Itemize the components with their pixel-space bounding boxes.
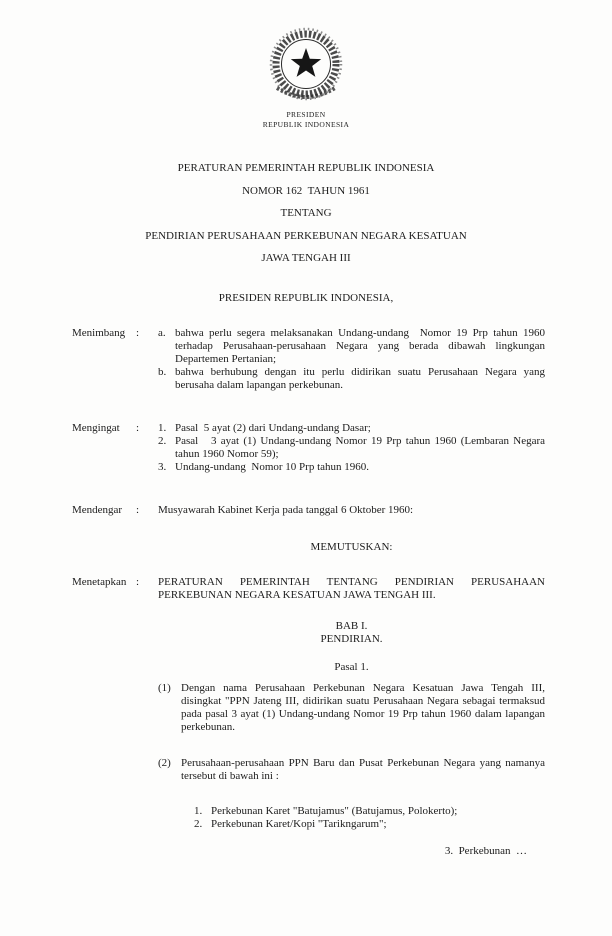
list-item [158, 461, 545, 474]
list-marker: 1. [158, 421, 167, 434]
letterhead-republik-indonesia: REPUBLIK INDONESIA [262, 119, 350, 129]
bab-heading: BAB I. [335, 619, 368, 632]
estate-list [194, 805, 545, 831]
section-menimbang [0, 327, 612, 392]
list-text: bahwa berhubung dengan itu perlu didirikan suatu Perusahaan Negara yang berusaha dalam lapangan perkebunan. [175, 365, 548, 391]
presidential-star-wreath-emblem [261, 26, 351, 108]
list-text: Undang-undang Nomor 10 Prp tahun 1960. [175, 460, 370, 473]
title-block [0, 157, 612, 270]
list-item [158, 422, 545, 435]
colon-separator: : [136, 421, 140, 434]
list-item [158, 434, 548, 461]
colon-separator: : [136, 575, 140, 588]
list-item [194, 805, 545, 818]
bab-title: PENDIRIAN. [320, 632, 383, 645]
tentang-label: TENTANG [280, 207, 332, 219]
list-text: bahwa perlu segera melaksanakan Undang-undang Nomor 19 Prp tahun 1960 terhadap Perusahaan-perusahaan Negara yang berada dibawah lingkungan Departemen Pertanian; [175, 326, 548, 365]
mengingat-content [158, 421, 548, 474]
paragraph-text: Perusahaan-perusahaan PPN Baru dan Pusat Perkebunan Negara yang namanya tersebut di bawah ini : [181, 756, 548, 782]
list-text: Perkebunan Karet/Kopi "Tarikngarum"; [211, 817, 387, 830]
paragraph-marker: (1) [158, 681, 171, 694]
memutuskan-heading: MEMUTUSKAN: [310, 540, 393, 553]
list-marker: 1. [194, 804, 203, 817]
list-marker: 2. [158, 434, 167, 447]
colon-separator: : [136, 326, 140, 339]
menetapkan-text: PERATURAN PEMERINTAH TENTANG PENDIRIAN PERUSAHAAN PERKEBUNAN NEGARA KESATUAN JAWA TENGAH III. [158, 575, 548, 601]
paragraph-marker: (2) [158, 756, 171, 769]
list-marker: b. [158, 365, 167, 378]
pasal-heading: Pasal 1. [334, 660, 369, 673]
section-mengingat [0, 422, 612, 474]
continuation-catchword: 3. Perkebunan … [444, 844, 527, 857]
regulation-number: NOMOR 162 TAHUN 1961 [242, 184, 370, 197]
list-item [194, 818, 545, 831]
list-item [158, 365, 548, 392]
section-mendengar [0, 504, 612, 517]
mendengar-label: Mendengar [72, 503, 123, 516]
list-marker: 2. [194, 817, 203, 830]
menimbang-content [158, 326, 548, 392]
list-item [158, 326, 548, 366]
pasal-paragraph [158, 681, 548, 734]
letterhead [0, 0, 612, 129]
pasal-paragraph [158, 756, 548, 783]
colon-separator: : [136, 503, 140, 516]
list-text: Perkebunan Karet "Batujamus" (Batujamus, Polokerto); [211, 804, 458, 817]
list-text: Pasal 5 ayat (2) dari Undang-undang Dasar; [175, 421, 371, 434]
list-marker: a. [158, 326, 166, 339]
letterhead-presiden: PRESIDEN [286, 110, 326, 119]
mengingat-label: Mengingat [72, 421, 120, 434]
mendengar-text: Musyawarah Kabinet Kerja pada tanggal 6 Oktober 1960: [158, 503, 414, 516]
subject-line-1: PENDIRIAN PERUSAHAAN PERKEBUNAN NEGARA KESATUAN [145, 229, 467, 242]
section-menetapkan [0, 576, 612, 602]
list-marker: 3. [158, 460, 167, 473]
salutation: PRESIDEN REPUBLIK INDONESIA, [218, 291, 394, 304]
list-text: Pasal 3 ayat (1) Undang-undang Nomor 19 Prp tahun 1960 (Lembaran Negara tahun 1960 Nomor 59); [175, 434, 548, 460]
regulation-title: PERATURAN PEMERINTAH REPUBLIK INDONESIA [177, 162, 435, 174]
menetapkan-label: Menetapkan [72, 575, 127, 588]
star-icon [291, 48, 321, 77]
menimbang-label: Menimbang [72, 326, 126, 339]
paragraph-text: Dengan nama Perusahaan Perkebunan Negara Kesatuan Jawa Tengah III, disingkat "PPN Jateng III, didirikan suatu Perusahaan Negara sebagai termaksud pada pasal 3 ayat (1) Undang-undang Nomor 19 Prp tahun 1960 dalam lapangan perkebunan. [181, 681, 548, 733]
subject-line-2: JAWA TENGAH III [261, 252, 351, 264]
